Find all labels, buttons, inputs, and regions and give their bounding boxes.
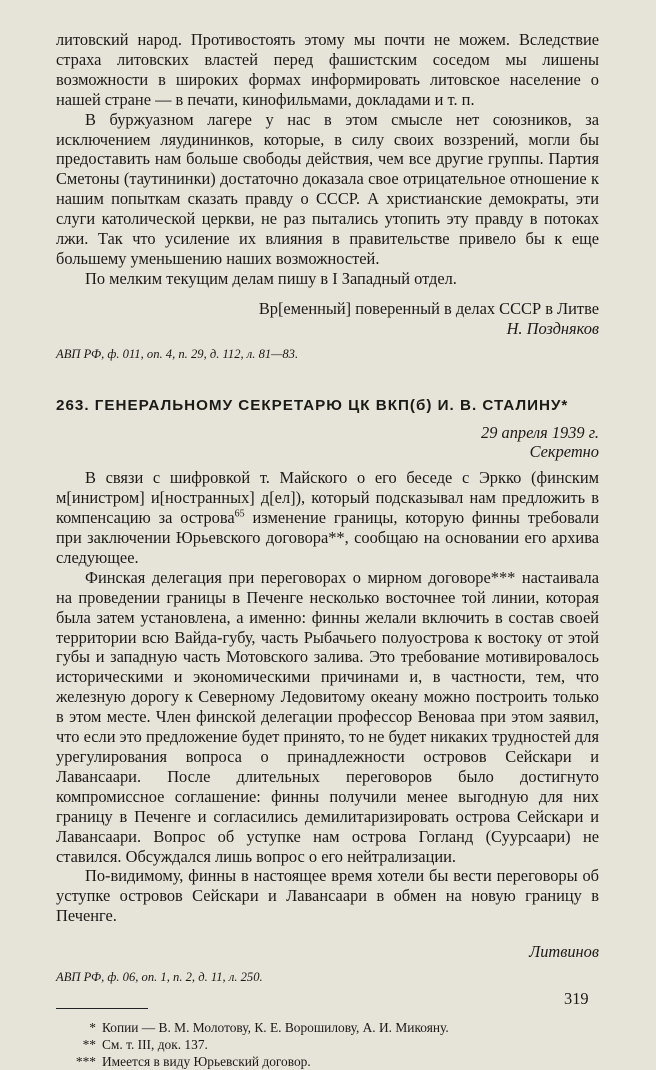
document-secrecy: Секретно — [529, 442, 599, 462]
prev-letter-paragraph-1: литовский народ. Противостоять этому мы почти не можем. Вследствие страха литовских властей перед фашистским соседом мы лишены возможности в широких формах информировать литовское население о нашей стране — в печати, кинофильмами, докладами и т. п. — [56, 30, 599, 109]
document-paragraph-1-part-b: изменение границы, которую финны требовали при заключении Юрьевского договора**, сообщаю на основании его архива следующее. — [56, 508, 599, 567]
document-archive-source: АВП РФ, ф. 06, оп. 1, п. 2, д. 11, л. 250. — [56, 970, 263, 985]
footnote-mark: * — [89, 1019, 96, 1035]
spacer — [56, 926, 599, 942]
footnote — [56, 1053, 599, 1070]
spacer — [56, 289, 599, 299]
document-paragraph-2: Финская делегация при переговорах о мирном договоре*** настаивала на проведении границы в Печенге несколько восточнее той линии, которая была затем установлена, а именно: финны желали включить в состав своей территории всю Вайда-губу, часть Рыбачьего полуострова к востоку от этой губы и западную часть Мотовского залива. Это требование мотивировалось историческими и экономическими причинами и, в частности, тем, что железную дорогу к Северному Ледовитому океану можно построить только в этом месте. Член финской делегации профессор Веноваа при этом заявил, что если это предложение будет принято, то не будет никаких трудностей для урегулирования вопроса о принадлежности островов Сейскари и Лавансаари. После длительных переговоров было достигнуто компромиссное соглашение: финны получили менее выгодную для них границу в Печенге и согласились демилитаризировать острова Сейскари и Лавансаари. Вопрос об уступке нам острова Гогланд (Суурсаари) не ставился. Обсуждался лишь вопрос о его нейтрализации. — [56, 567, 599, 866]
prev-letter-signature-title: Вр[еменный] поверенный в делах СССР в Литве — [258, 298, 599, 318]
footnote-text: Имеется в виду Юрьевский договор. — [102, 1053, 311, 1069]
prev-letter-archive-source: АВП РФ, ф. 011, оп. 4, п. 29, д. 112, л. 81—83. — [56, 346, 299, 361]
prev-letter-paragraph-2: В буржуазном лагере у нас в этом смысле нет союзников, за исключением ляудининков, которые, в силу своих воззрений, могли бы предоставить нам больше свободы действия, чем все другие группы. Партия Сметоны (таутининки) достаточно доказала свое отрицательное отношение к нашим попыткам сказать правду о СССР. А христианские демократы, эти слуги католической церкви, не раз пытались утопить эту правду в потоках лжи. Так что усиление их влияния в правительстве привело бы к еще большему уменьшению наших возможностей. — [56, 109, 599, 268]
document-paragraph-1-part-a: В связи с шифровкой т. Майского о его беседе с Эркко (финским м[инистром] и[ностранных] д[ел]), который подсказывал нам предложить в компенсацию за острова — [56, 468, 599, 528]
footnote — [56, 1036, 599, 1053]
footnote-text: См. т. III, док. 137. — [102, 1036, 208, 1052]
document-paragraph-1 — [56, 468, 599, 568]
footnote-divider — [56, 1008, 148, 1009]
document-paragraph-3: По-видимому, финны в настоящее время хотели бы вести переговоры об уступке островов Сейскари и Лавансаари в обмен на новую границу в Печенге. — [56, 866, 599, 926]
footnote-text: Копии — В. М. Молотову, К. Е. Ворошилову, А. И. Микояну. — [102, 1019, 449, 1035]
footnote-mark: ** — [82, 1036, 96, 1052]
endnote-reference: 65 — [234, 508, 245, 520]
page-number: 319 — [564, 989, 589, 1008]
footnote — [56, 1019, 599, 1036]
page-body — [56, 30, 599, 1070]
document-signature: Литвинов — [529, 942, 599, 962]
document-date: 29 апреля 1939 г. — [481, 422, 599, 442]
prev-letter-signature-name: Н. Поздняков — [506, 318, 599, 338]
footnote-mark: *** — [75, 1053, 96, 1069]
prev-letter-paragraph-3: По мелким текущим делам пишу в I Западный отдел. — [85, 268, 457, 288]
document-heading: 263. ГЕНЕРАЛЬНОМУ СЕКРЕТАРЮ ЦК ВКП(б) И. В. СТАЛИНУ* — [56, 396, 569, 414]
